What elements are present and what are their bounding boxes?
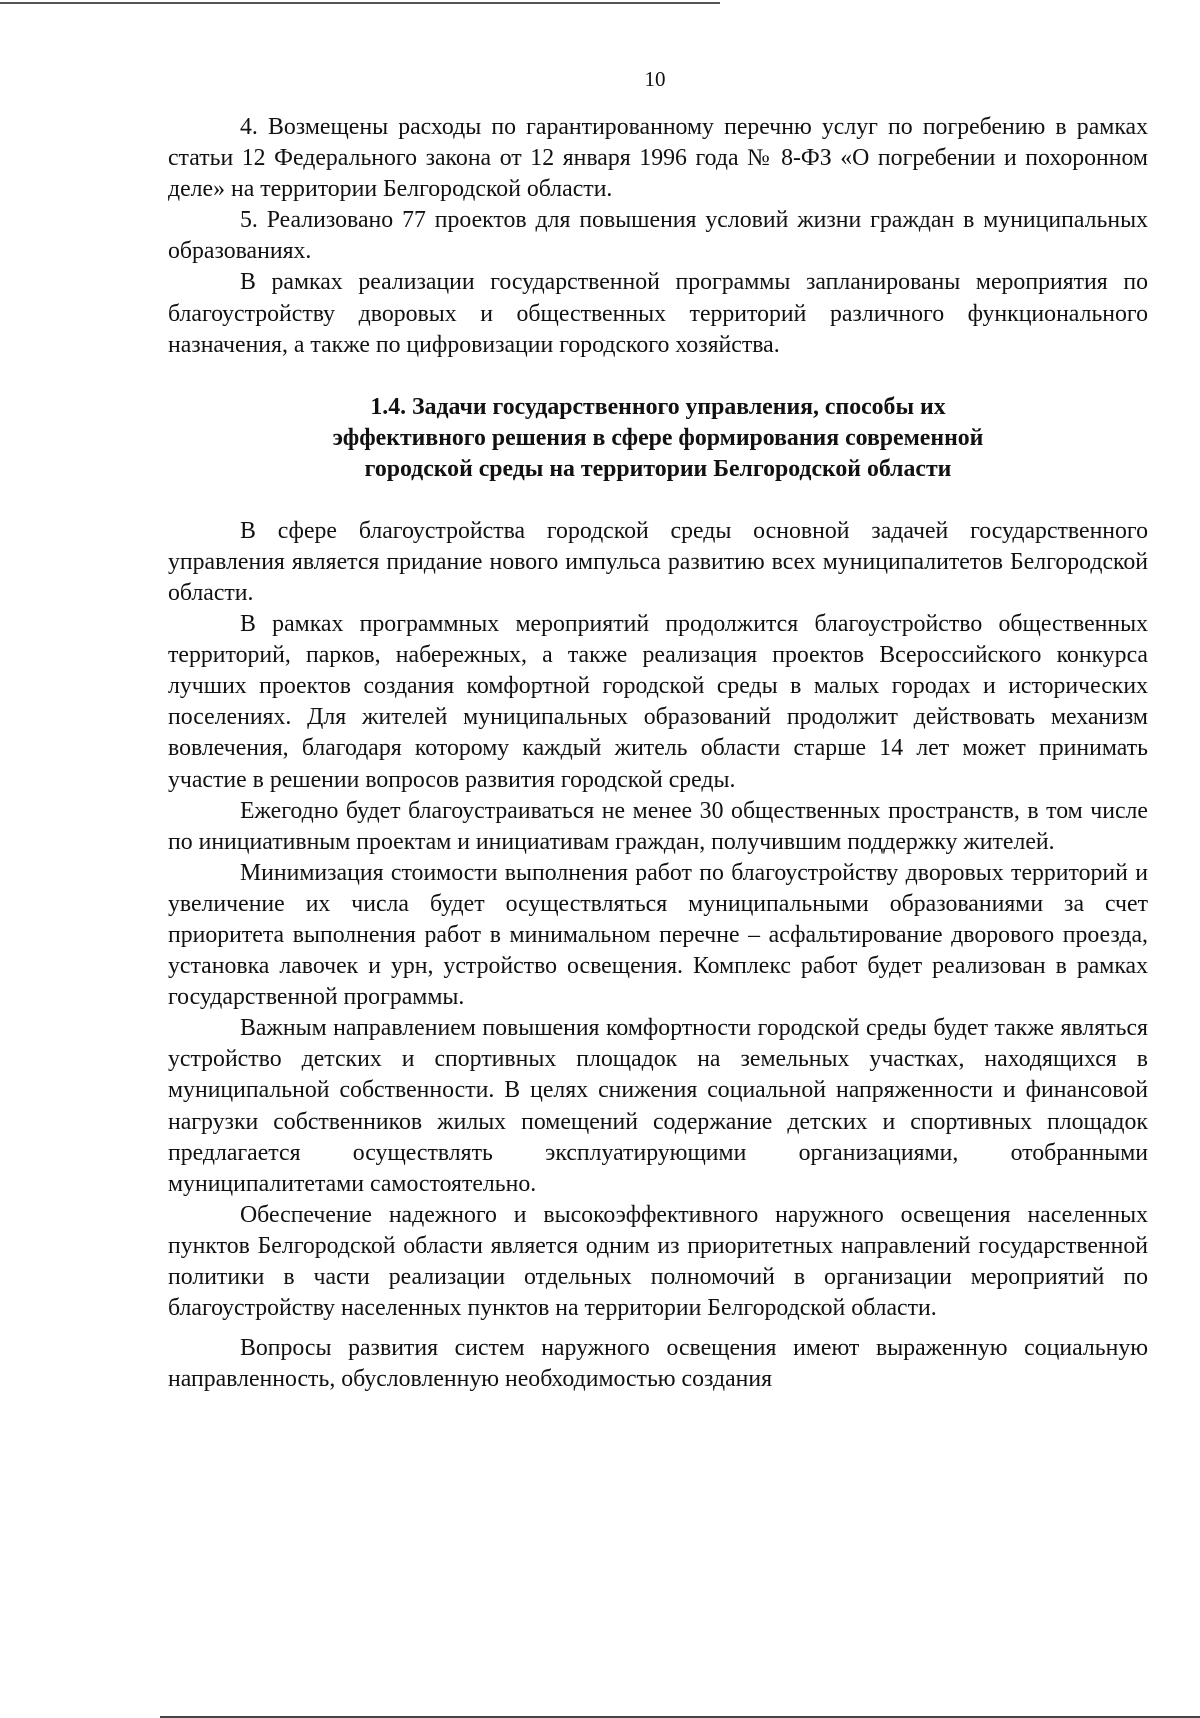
paragraph-program-events: В рамках реализации государственной программы запланированы мероприятия по благоустройству дворовых и общественных территорий различного функционального назначения, а также по цифровизации городского хозяйства. xyxy=(168,269,1148,358)
paragraph-item-4: 4. Возмещены расходы по гарантированному перечню услуг по погребению в рамках статьи 12 Федерального закона от 12 января 1996 года № 8-ФЗ «О погребении и похоронном деле» на территории Белгородской области. xyxy=(168,114,1148,203)
paragraph-program-measures: В рамках программных мероприятий продолжится благоустройство общественных территорий, парков, набережных, а также реализация проектов Всероссийского конкурса лучших проектов создания комфортной городской среды в малых городах и исторических поселениях. Для жителей муниципальных образований продолжит действовать механизм вовлечения, благодаря которому каждый житель области старше 14 лет может принимать участие в решении вопросов развития городской среды. xyxy=(168,611,1148,793)
section-heading-line: 1.4. Задачи государственного управления, способы их xyxy=(370,393,946,420)
section-heading-line: городской среды на территории Белгородской области xyxy=(364,455,952,482)
paragraph-main-task: В сфере благоустройства городской среды основной задачей государственного управления является придание нового импульса развитию всех муниципалитетов Белгородской области. xyxy=(168,517,1148,606)
scan-edge-top xyxy=(0,2,720,4)
paragraph-yard-works: Минимизация стоимости выполнения работ по благоустройству дворовых территорий и увеличение их числа будет осуществляться муниципальными образованиями за счет приоритета выполнения работ в минимальном перечне – асфальтирование дворового проезда, установка лавочек и урн, устройство освещения. Комплекс работ будет реализован в рамках государственной программы. xyxy=(168,859,1148,1011)
section-heading xyxy=(168,392,1148,485)
paragraph-public-spaces: Ежегодно будет благоустраиваться не менее 30 общественных пространств, в том числе по инициативным проектам и инициативам граждан, получившим поддержку жителей. xyxy=(168,797,1148,855)
paragraph-lighting-development: Вопросы развития систем наружного освещения имеют выраженную социальную направленность, обусловленную необходимостью создания xyxy=(168,1335,1148,1393)
document-body xyxy=(168,112,1148,1395)
page-number: 10 xyxy=(644,67,666,91)
paragraph-playgrounds: Важным направлением повышения комфортности городской среды будет также являться устройство детских и спортивных площадок на земельных участках, находящихся в муниципальной собственности. В целях снижения социальной напряженности и финансовой нагрузки собственников жилых помещений содержание детских и спортивных площадок предлагается осуществлять эксплуатирующими организациями, отобранными муниципалитетами самостоятельно. xyxy=(168,1015,1148,1197)
section-heading-line: эффективного решения в сфере формирования современной xyxy=(332,424,984,451)
paragraph-outdoor-lighting: Обеспечение надежного и высокоэффективного наружного освещения населенных пунктов Белгородской области является одним из приоритетных направлений государственной политики в части реализации отдельных полномочий в организации мероприятий по благоустройству населенных пунктов на территории Белгородской области. xyxy=(168,1201,1148,1322)
paragraph-item-5: 5. Реализовано 77 проектов для повышения условий жизни граждан в муниципальных образованиях. xyxy=(168,207,1148,265)
